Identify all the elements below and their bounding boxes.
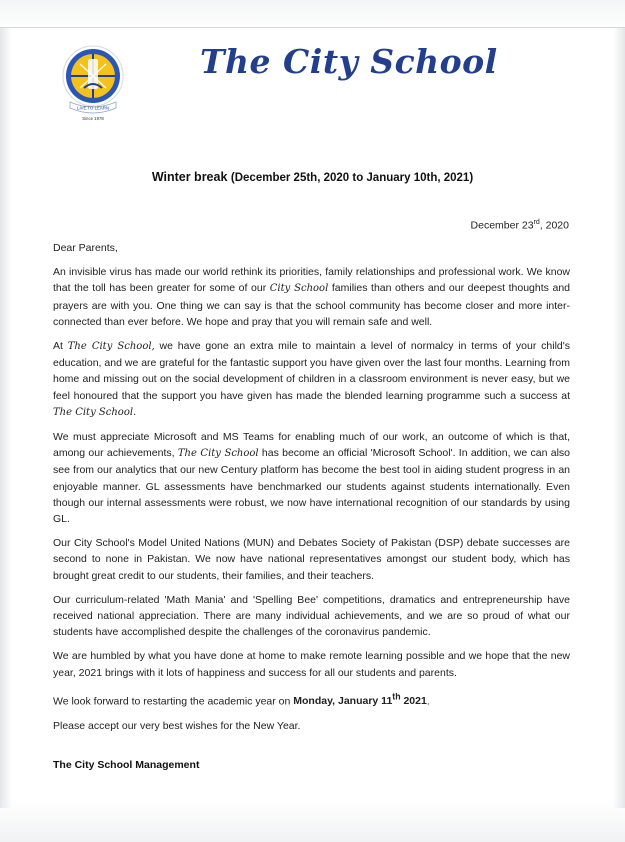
salutation: Dear Parents, [53, 242, 118, 254]
title-dates: (December 25th, 2020 to January 10th, 2021) [230, 172, 474, 184]
restart-date-year: 2021 [400, 695, 427, 708]
restart-date [293, 691, 427, 708]
svg-text:Since 1978: Since 1978 [82, 116, 104, 121]
signature: The City School Management [53, 759, 200, 771]
svg-text:LIVE TO LEARN: LIVE TO LEARN [77, 105, 109, 111]
date-year: , 2020 [539, 219, 569, 232]
letter-body [53, 240, 570, 742]
p3-text-a: We must appreciate Microsoft and MS Teams for enabling much of our work, an outcome of which is that, among our achievements, [53, 431, 570, 460]
paragraph-6: We are humbled by what you have done at home to make remote learning possible and we hope that the new year, 2021 brings with it lots of happiness and success for all our students and parents. [53, 650, 570, 679]
paragraph-5: Our curriculum-related 'Math Mania' and 'Spelling Bee' competitions, dramatics and entrepreneurship have received national appreciation. There are many individual achievements, and we are so proud of what our students have accomplished despite the challenges of the coronavirus pandemic. [53, 593, 570, 639]
paragraph-4: Our City School's Model United Nations (MUN) and Debates Society of Pakistan (DSP) debate successes are second to none in Pakistan. We now have national representatives amongst our student body, which has brought great credit to our students, their families, and their teachers. [53, 537, 570, 582]
date-day: December 23 [470, 219, 534, 232]
paragraph-2 [53, 338, 570, 421]
restart-date-day: Monday, January 11 [293, 695, 393, 708]
top-divider [0, 27, 625, 28]
school-logo-icon [60, 44, 126, 126]
restart-date-ordinal: th [392, 691, 401, 702]
p1-text-a: An invisible virus has made our world rethink its priorities, family relationships and professional work. We know that the toll has been greater for some of our [53, 266, 570, 295]
letter-date [471, 219, 569, 232]
p7-text-a: We look forward to restarting the academic year on [53, 695, 294, 708]
brand-the-city-school: The City School, [67, 341, 155, 353]
paragraph-3 [53, 429, 570, 527]
p2-text-b: we have gone an extra mile to maintain a level of normalcy in terms of your child's education, and we are grateful for the fantastic support you have given over the last four months. Learning from home and missing out on the social development of children in a classroom environment is never easy, but we feel honoured that the support you have given has made the blended learning programme such a success at [53, 340, 570, 402]
brand-the-city-school-end: The City School. [53, 406, 137, 418]
school-name-heading: The City School [200, 42, 498, 81]
letter-title [0, 170, 625, 184]
p7-end: . [426, 695, 430, 708]
right-page-shadow [613, 28, 625, 808]
title-main: Winter break [151, 170, 228, 184]
brand-the-city-school-inline: The City School [177, 448, 259, 460]
p1-text-b: families than others and our deepest thoughts and prayers are with you. One thing we can say is that the school community has become closer and more inter-connected than ever before. We hope and pray that you will remain safe and well. [53, 282, 571, 328]
p2-text-a: At [53, 340, 68, 353]
brand-city-school: City School [269, 283, 329, 295]
p3-text-b: has become an official 'Microsoft School'. In addition, we can also see from our analytics that our new Century platform has become the best tool in aiding student progress in an enjoyable manner. GL assessments have benchmarked our students against students internationally. Even though our internal assessments were robust, we now have international recognition of our standards by using GL. [53, 447, 570, 526]
left-page-shadow [0, 28, 12, 808]
paragraph-8: Please accept our very best wishes for the New Year. [53, 719, 301, 732]
paragraph-1 [53, 264, 570, 330]
paragraph-7 [53, 689, 570, 710]
date-ordinal: rd [533, 219, 540, 226]
